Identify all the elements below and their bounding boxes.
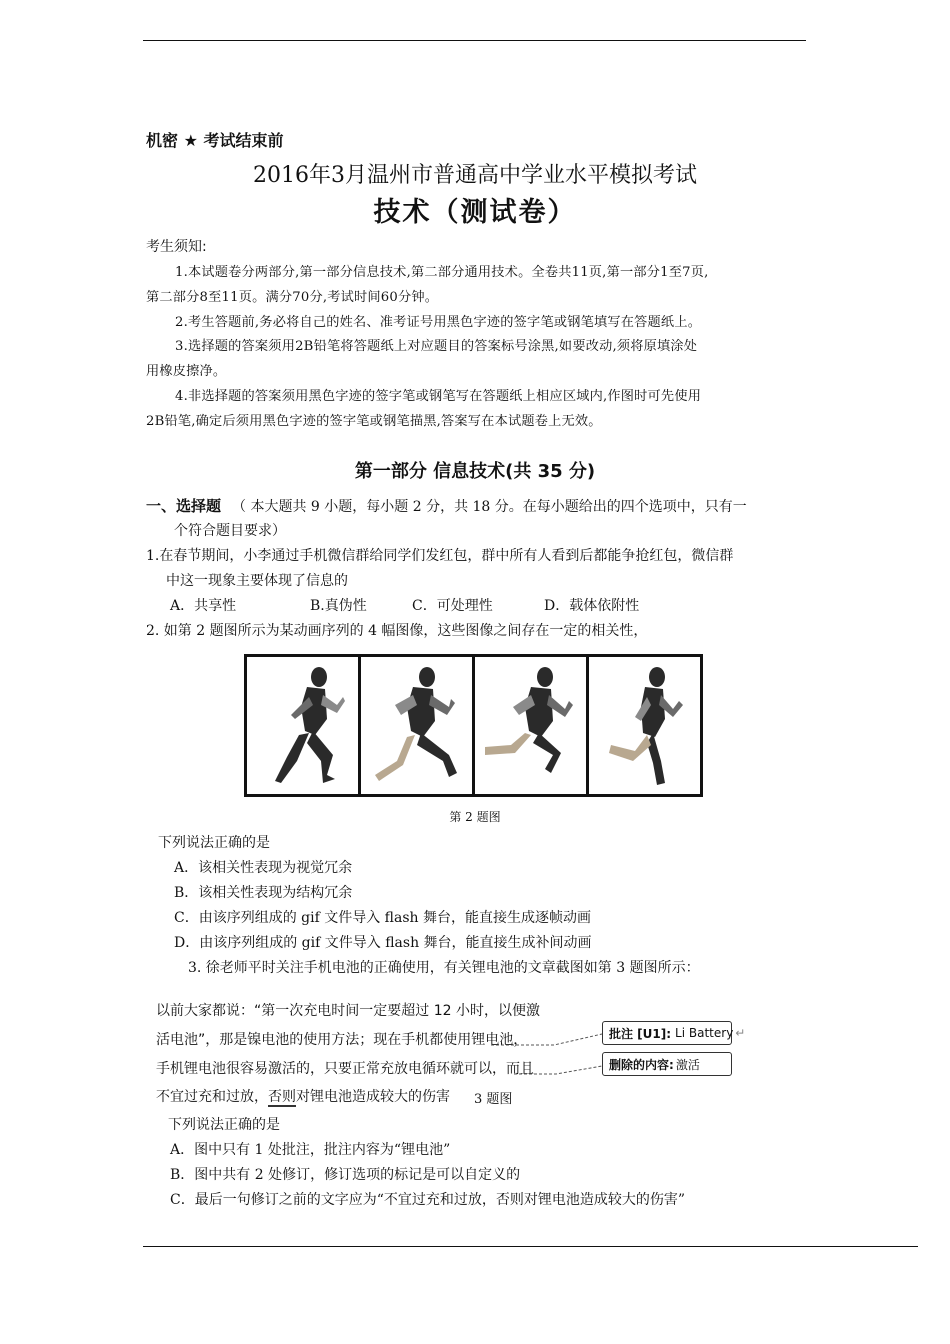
notice-line: 2.考生答题前,务必将自己的姓名、准考证号用黑色字迹的签字笔或钢笔填写在答题纸上。 [175,315,702,330]
clip-text: 不宜过充和过放， [156,1089,268,1105]
deleted-text: 激活 [675,1057,700,1072]
subject-title: 技术（测试卷） [373,197,577,228]
runner-figure-3 [475,657,586,794]
q1-option-c: C．可处理性 [412,598,493,614]
q1-option-a: A．共享性 [170,598,237,614]
section-label: 一、选择题 [146,497,222,515]
q2-figure-caption: 第 2 题图 [449,810,501,824]
q2-option-b: B．该相关性表现为结构冗余 [174,885,353,901]
clip-caption: 3 题图 [474,1092,513,1107]
deleted-label: 删除的内容: [609,1057,674,1072]
notice-line: 2B铅笔,确定后须用黑色字迹的签字笔或钢笔描黑,答案写在本试题卷上无效。 [146,414,602,429]
runner-figure-2 [361,657,472,794]
comment-balloon[interactable] [602,1021,746,1045]
confidential-label: 机密 ★ 考试结束前 [146,131,284,150]
q2-stem: 2. 如第 2 题图所示为某动画序列的 4 幅图像，这些图像之间存在一定的相关性， [146,623,648,639]
q3-option-c: C．最后一句修订之前的文字应为“不宜过充和过放，否则对锂电池造成较大的伤害” [170,1192,686,1208]
clip-line: 以前大家都说：“第一次充电时间一定要超过 12 小时，以便激 [156,1003,540,1019]
deletion-balloon[interactable] [602,1052,732,1076]
section-desc: 个符合题目要求） [174,523,286,539]
notice-line: 用橡皮擦净。 [146,364,227,379]
q3-stem: 3. 徐老师平时关注手机电池的正确使用，有关锂电池的文章截图如第 3 题图所示： [188,960,700,976]
notice-line: 3.选择题的答案须用2B铅笔将答题纸上对应题目的答案标号涂黑,如要改动,须将原填涂处 [175,339,698,354]
runner-figure-4 [589,657,700,794]
comment-text: Li Battery [675,1026,734,1040]
clip-line: 活电池”，那是镍电池的使用方法；现在手机都使用锂电池， [156,1032,528,1048]
top-rule [143,40,806,41]
q2-option-a: A．该相关性表现为视觉冗余 [174,860,353,876]
inserted-text: 否则 [268,1089,296,1105]
frame-3 [475,657,586,794]
q3-option-a: A．图中只有 1 处批注，批注内容为“锂电池” [170,1142,451,1158]
notice-line: 第二部分8至11页。满分70分,考试时间60分钟。 [146,290,439,305]
runner-figure-1 [247,657,358,794]
q3-option-b: B．图中共有 2 处修订，修订选项的标记是可以自定义的 [170,1167,521,1183]
notice-line: 4.非选择题的答案须用黑色字迹的签字笔或钢笔写在答题纸上相应区域内,作图时可先使用 [175,389,702,404]
q2-option-d: D．由该序列组成的 gif 文件导入 flash 舞台，能直接生成补间动画 [174,935,592,951]
q1-option-d: D．载体依附性 [544,598,640,614]
section-desc: （ 本大题共 9 小题，每小题 2 分，共 18 分。在每小题给出的四个选项中，只有一 [232,499,747,515]
clip-text: 对锂电池造成较大的伤害 [296,1089,450,1105]
q2-lead: 下列说法正确的是 [158,835,270,851]
paragraph-mark-icon: ↵ [735,1026,746,1040]
notice-line: 1.本试题卷分两部分,第一部分信息技术,第二部分通用技术。全卷共11页,第一部分1至7页, [175,265,709,280]
notice-heading: 考生须知: [146,239,207,255]
q3-article-screenshot [146,996,746,1108]
comment-label: 批注 [U1]: [609,1026,672,1041]
clip-line: 手机锂电池很容易激活的，只要正常充放电循环就可以，而且 [156,1061,534,1077]
q3-lead: 下列说法正确的是 [168,1117,280,1133]
part1-title: 第一部分 信息技术(共 35 分) [354,461,596,482]
animation-frames [244,654,703,797]
frame-4 [589,657,700,794]
exam-title: 2016年3月温州市普通高中学业水平模拟考试 [253,163,697,188]
q1-stem: 中这一现象主要体现了信息的 [166,573,348,589]
q1-option-b: B.真伪性 [310,598,367,614]
frame-1 [247,657,358,794]
q1-stem: 1.在春节期间，小李通过手机微信群给同学们发红包，群中所有人看到后都能争抢红包，微信群 [146,548,734,564]
frame-2 [361,657,472,794]
q2-option-c: C．由该序列组成的 gif 文件导入 flash 舞台，能直接生成逐帧动画 [174,910,592,926]
bottom-rule [143,1246,918,1247]
